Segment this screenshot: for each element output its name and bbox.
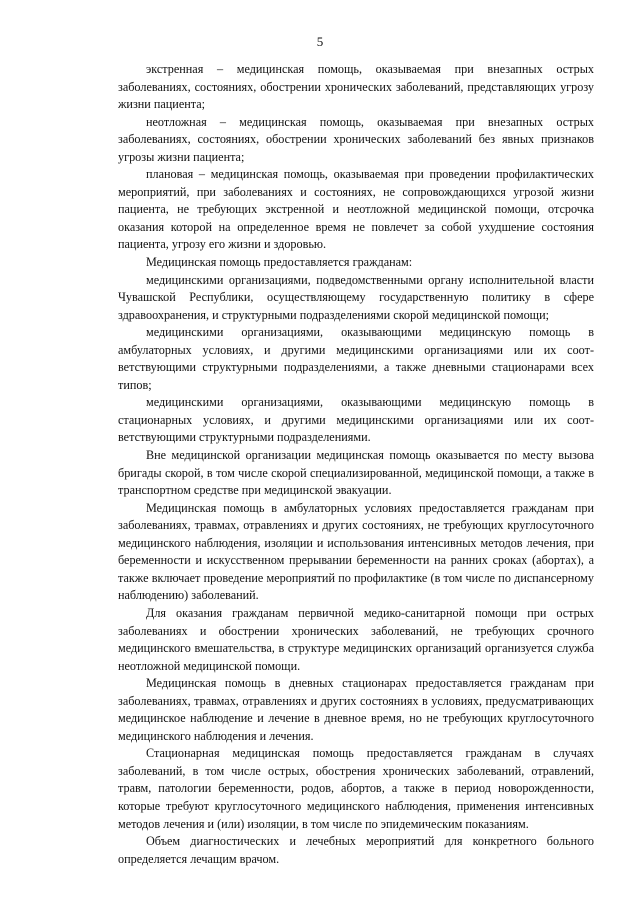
- paragraph-inpatient-organizations: медицинскими организациями, оказывающими медицинскую помощь в стационарных условиях, и другими медицинскими организациями или их соответствующими структурными подразделениями.: [118, 395, 594, 445]
- paragraph-outpatient-care: Медицинская помощь в амбулаторных условиях предоставляется гражданам при заболеваниях, травмах, отравлениях и других состояниях, не требующих круглосуточного медицинского наблюдения, изоляции и использования интенсивных методов лечения, при беременности и искусственном прерывании беременности на ранних сроках (абортах), а также включает проведение мероприятий по профилактике (в том числе по диспансерному наблюдению) заболеваний.: [118, 500, 594, 603]
- paragraph-urgent-service: Для оказания гражданам первичной медико-санитарной помощи при острых заболеваниях и обострении хронических заболеваний, не требующих срочного медицинского вмешательства, в структуре медицинских организаций организуется служба неотложной медицинской помощи.: [118, 605, 594, 673]
- paragraph-outside-organization: Вне медицинской организации медицинская помощь оказывается по месту вызова бригады скорой, в том числе скорой специализированной, медицинской помощи, а также в транспортном средстве при медицинской эвакуации.: [118, 448, 594, 498]
- paragraph-subordinate-organizations: медицинскими организациями, подведомственными органу исполнительной власти Чувашской Республики, осуществляющему государственную политику в сфере здравоохранения, и структурными подразделениями скорой медицинской помощи;: [118, 272, 594, 322]
- paragraph-diagnostic-scope: Объем диагностических и лечебных мероприятий для конкретного больного определяется лечащим врачом.: [118, 834, 594, 866]
- paragraph-planned-care: плановая – медицинская помощь, оказываемая при проведении профилактических мероприятий, при заболеваниях и состояниях, не сопровождающихся угрозой жизни пациента, не требующих экстренной и неотложной медицинской помощи, отсрочка оказания которой на определенное время не повлечет за собой ухудшение состояния пациента, угрозу его жизни и здоровью.: [118, 167, 594, 252]
- paragraph-outpatient-organizations: медицинскими организациями, оказывающими медицинскую помощь в амбулаторных условиях, и другими медицинскими организациями или их соответствующими структурными подразделениями, а также дневными стационарами всех типов;: [118, 325, 594, 392]
- document-body: [118, 61, 594, 868]
- paragraph-emergency-care: экстренная – медицинская помощь, оказываемая при внезапных острых заболеваниях, состояниях, обострении хронических заболеваний, представляющих угрозу жизни пациента;: [118, 62, 594, 112]
- paragraph-urgent-care: неотложная – медицинская помощь, оказываемая при внезапных острых заболеваниях, состояниях, обострении хронических заболеваний без явных признаков угрозы жизни пациента;: [118, 114, 594, 164]
- paragraph-inpatient-care: Стационарная медицинская помощь предоставляется гражданам в случаях заболеваний, в том числе острых, обострения хронических заболеваний, отравлений, травм, патологии беременности, родов, абортов, а также в период новорожденности, которые требуют круглосуточного медицинского наблюдения, применения интенсивных методов лечения и (или) изоляции, в том числе по эпидемическим показаниям.: [118, 746, 594, 831]
- paragraph-care-provided-intro: Медицинская помощь предоставляется гражданам:: [146, 255, 413, 270]
- page-number: 5: [316, 34, 324, 49]
- paragraph-day-hospital: Медицинская помощь в дневных стационарах предоставляется гражданам при заболеваниях, травмах, отравлениях и других состояниях в условиях, предусматривающих медицинское наблюдение и лечение в дневное время, но не требующих круглосуточного медицинского наблюдения и лечения.: [118, 676, 594, 743]
